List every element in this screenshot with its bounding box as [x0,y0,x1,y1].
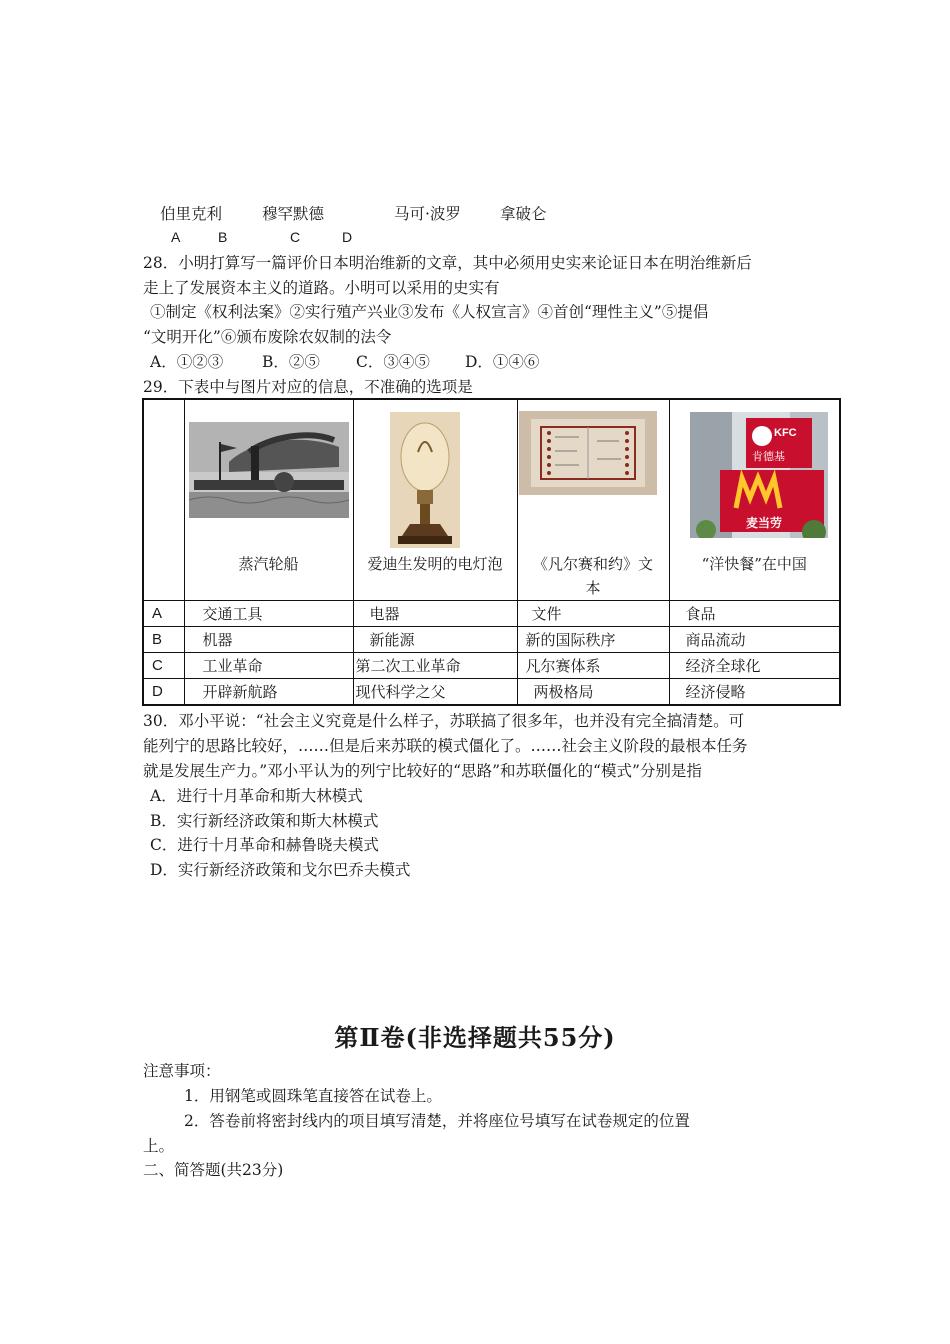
q30-option-d: D．实行新经济政策和戈尔巴乔夫模式 [150,861,411,879]
section-heading: 二、简答题(共23分) [143,1161,284,1179]
table-cell: 凡尔赛体系 [517,653,669,679]
steamship-image [189,422,349,518]
steamship-cell [184,399,353,601]
option-letter-d: D [342,229,353,245]
row-label-a: A [143,601,184,627]
option-name-c: 马可·波罗 [394,205,461,223]
q28-option-d: D．①④⑥ [465,353,540,371]
table-cell: 商品流动 [669,627,840,653]
table-row [143,679,840,706]
notice-item-2: 2．答卷前将密封线内的项目填写清楚，并将座位号填写在试卷规定的位置 [184,1112,690,1130]
fastfood-cell [669,399,840,601]
table-cell: 食品 [669,601,840,627]
q28-line3: ①制定《权利法案》②实行殖产兴业③发布《人权宣言》④首创“理性主义”⑤提倡 [150,303,709,321]
caption-steamship: 蒸汽轮船 [238,555,299,573]
table-row [143,601,840,627]
table-row [143,627,840,653]
q30-option-b: B．实行新经济政策和斯大林模式 [150,812,379,830]
caption-versailles-cont: 本 [585,579,601,597]
table-cell: 文件 [517,601,669,627]
table-cell: 现代科学之父 [353,679,517,706]
option-letter-b: B [218,229,228,245]
caption-lightbulb: 爱迪生发明的电灯泡 [367,555,503,573]
option-letter-c: C [290,229,301,245]
q28-line1: 28．小明打算写一篇评价日本明治维新的文章，其中必须用史实来论证日本在明治维新后 [143,254,752,272]
fastfood-signs-image [690,412,828,538]
table-cell: 工业革命 [184,653,353,679]
table-cell: 电器 [353,601,517,627]
versailles-document-image [519,411,657,495]
q28-option-c: C．③④⑤ [356,353,430,371]
versailles-cell [517,399,669,601]
part2-title: 第Ⅱ卷(非选择题共55分) [334,1023,616,1052]
notice-item-2-cont: 上。 [143,1137,175,1155]
kfc-chinese-text: 肯德基 [751,450,785,463]
table-cell: 交通工具 [184,601,353,627]
table-cell: 经济侵略 [669,679,840,706]
q30-option-c: C．进行十月革命和赫鲁晓夫模式 [150,836,379,854]
notice-item-1: 1．用钢笔或圆珠笔直接答在试卷上。 [184,1087,442,1105]
q29-stem: 29．下表中与图片对应的信息，不准确的选项是 [143,378,473,396]
option-name-a: 伯里克利 [160,205,223,223]
table-cell: 第二次工业革命 [353,653,517,679]
table-cell: 机器 [184,627,353,653]
lightbulb-cell [353,399,517,601]
option-name-d: 拿破仑 [500,205,547,223]
q28-option-a: A．①②③ [150,353,224,371]
q29-table [142,398,841,706]
kfc-sign-text: KFC [773,427,797,439]
caption-versailles: 《凡尔赛和约》文 [532,555,653,573]
row-label-b: B [143,627,184,653]
notice-heading: 注意事项： [143,1062,221,1080]
q30-line3: 就是发展生产力。”邓小平认为的列宁比较好的“思路”和苏联僵化的“模式”分别是指 [143,762,702,780]
option-name-b: 穆罕默德 [262,205,325,223]
caption-fastfood: “洋快餐”在中国 [701,555,807,573]
table-cell: 经济全球化 [669,653,840,679]
q28-line4: “文明开化”⑥颁布废除农奴制的法令 [143,328,392,346]
table-row [143,653,840,679]
option-letter-a: A [171,229,181,245]
q28-option-b: B．②⑤ [262,353,320,371]
lightbulb-image [390,412,460,548]
row-label-c: C [143,653,184,679]
table-cell: 两极格局 [517,679,669,706]
q28-line2: 走上了发展资本主义的道路。小明可以采用的史实有 [143,279,500,297]
table-corner-cell [143,399,184,601]
row-label-d: D [143,679,184,706]
table-cell: 新能源 [353,627,517,653]
table-cell: 新的国际秩序 [517,627,669,653]
mcd-chinese-text: 麦当劳 [745,516,782,530]
table-cell: 开辟新航路 [184,679,353,706]
q30-line2: 能列宁的思路比较好，……但是后来苏联的模式僵化了。……社会主义阶段的最根本任务 [143,737,748,755]
q30-line1: 30．邓小平说：“社会主义究竟是什么样子，苏联搞了很多年，也并没有完全搞清楚。可 [143,712,745,730]
q30-option-a: A．进行十月革命和斯大林模式 [150,787,363,805]
